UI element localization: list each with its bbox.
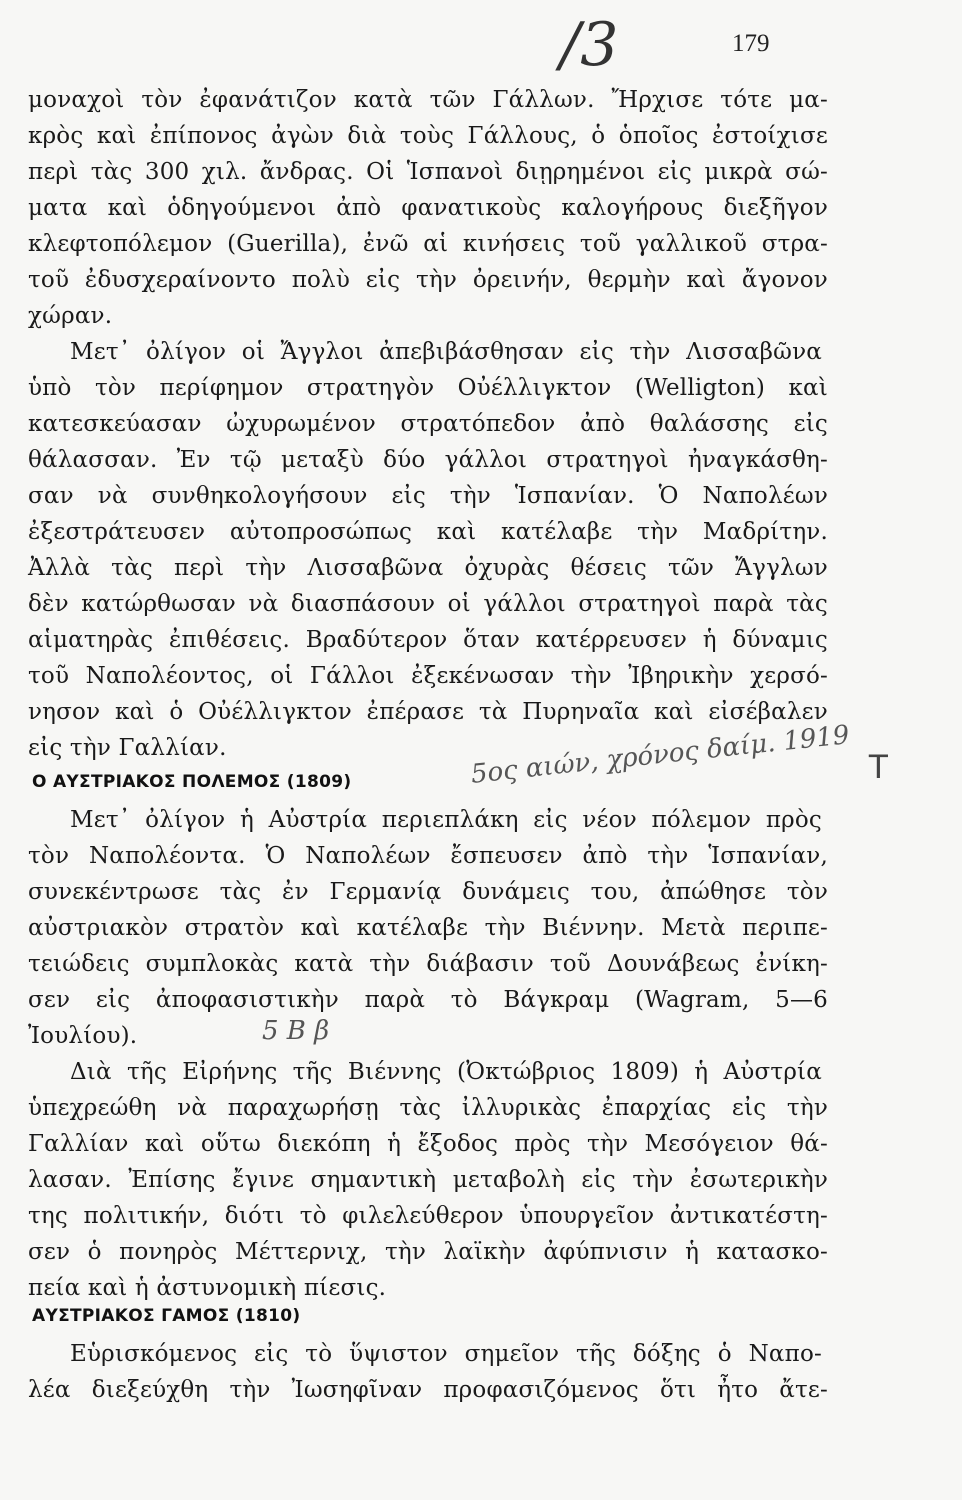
section-heading: Ο ΑΥΣΤΡΙΑΚΟΣ ΠΟΛΕΜΟΣ (1809) (32, 772, 352, 792)
text-line: τὸν Ναπολέοντα. Ὁ Ναπολέων ἔσπευσεν ἀπὸ τὴν Ἱσπανίαν, (28, 843, 828, 869)
text-line: εἰς τὴν Γαλλίαν. (28, 735, 227, 761)
page-number: 179 (732, 30, 770, 57)
text-line: Εὑρισκόμενος εἰς τὸ ὕψιστον σημεῖον τῆς δόξης ὁ Ναπο- (70, 1341, 822, 1367)
text-line: κρὸς καὶ ἐπίπονος ἀγὼν διὰ τοὺς Γάλλους, ὁ ὁποῖος ἐστοίχισε (28, 123, 828, 149)
text-line: Μετ᾽ ὀλίγον ἡ Αὐστρία περιεπλάκη εἰς νέον πόλεμον πρὸς (70, 807, 822, 833)
text-line: ἐξεστράτευσεν αὐτοπροσώπως καὶ κατέλαβε τὴν Μαδρίτην. (28, 519, 828, 545)
text-line: κλεφτοπόλεμον (Guerilla), ἐνῶ αἱ κινήσεις τοῦ γαλλικοῦ στρα- (28, 231, 828, 257)
text-line: πεία καὶ ἡ ἀστυνομικὴ πίεσις. (28, 1275, 387, 1301)
text-line: Ἀλλὰ τὰς περὶ τὴν Λισσαβῶνα ὀχυρὰς θέσεις τῶν Ἄγγλων (28, 555, 828, 581)
text-line: σαν νὰ συνθηκολογήσουν εἰς τὴν Ἱσπανίαν. Ὁ Ναπολέων (28, 483, 828, 509)
text-line: χώραν. (28, 303, 113, 329)
text-line: ὑπὸ τὸν περίφημον στρατηγὸν Οὐέλλιγκτον (Welligton) καὶ (28, 375, 828, 401)
text-line: Ἰουλίου). (28, 1023, 138, 1049)
text-line: λέα διεξεύχθη τὴν Ἰωσηφῖναν προφασιζόμενος ὅτι ἦτο ἄτε- (28, 1377, 828, 1403)
text-line: ματα καὶ ὁδηγούμενοι ἀπὸ φανατικοὺς καλογήρους διεξῆγον (28, 195, 828, 221)
text-line: μοναχοὶ τὸν ἐφανάτιζον κατὰ τῶν Γάλλων. Ἤρχισε τότε μα- (28, 87, 828, 113)
text-line: Μετ᾽ ὀλίγον οἱ Ἄγγλοι ἀπεβιβάσθησαν εἰς τὴν Λισσαβῶνα (70, 339, 822, 365)
margin-mark: T (868, 748, 889, 786)
text-line: αὐστριακὸν στρατὸν καὶ κατέλαβε τὴν Βιέννην. Μετὰ περιπε- (28, 915, 828, 941)
handwritten-page-mark: /3 (560, 10, 619, 80)
text-line: περὶ τὰς 300 χιλ. ἄνδρας. Οἱ Ἱσπανοὶ διῃρημένοι εἰς μικρὰ σώ- (28, 159, 828, 185)
text-line: σεν ὁ πονηρὸς Μέττερνιχ, τὴν λαϊκὴν ἀφύπνισιν ἡ κατασκο- (28, 1239, 828, 1265)
text-line: νησον καὶ ὁ Οὐέλλιγκτον ἐπέρασε τὰ Πυρηναῖα καὶ εἰσέβαλεν (28, 699, 828, 725)
text-line: Διὰ τῆς Εἰρήνης τῆς Βιέννης (Ὀκτώβριος 1809) ἡ Αὐστρία (70, 1059, 822, 1085)
text-line: τοῦ ἐδυσχεραίνοντο πολὺ εἰς τὴν ὀρεινήν, θερμὴν καὶ ἄγονον (28, 267, 828, 293)
handwritten-note: 5ος αιών, χρόνος δαίμ. 1919 (469, 720, 851, 790)
text-line: αἱματηρὰς ἐπιθέσεις. Βραδύτερον ὅταν κατέρρευσεν ἡ δύναμις (28, 627, 828, 653)
text-line: ὑπεχρεώθη νὰ παραχωρήσῃ τὰς ἰλλυρικὰς ἐπαρχίας εἰς τὴν (28, 1095, 828, 1121)
handwritten-note: 5 B β (262, 1016, 330, 1046)
text-line: Γαλλίαν καὶ οὕτω διεκόπη ἡ ἔξοδος πρὸς τὴν Μεσόγειον θά- (28, 1131, 828, 1157)
text-line: συνεκέντρωσε τὰς ἐν Γερμανίᾳ δυνάμεις του, ἀπώθησε τὸν (28, 879, 828, 905)
section-heading: ΑΥΣΤΡΙΑΚΟΣ ΓΑΜΟΣ (1810) (32, 1306, 301, 1326)
text-line: της πολιτικήν, διότι τὸ φιλελεύθερον ὑπουργεῖον ἀντικατέστη- (28, 1203, 828, 1229)
text-line: σεν εἰς ἀποφασιστικὴν παρὰ τὸ Βάγκραμ (Wagram, 5—6 (28, 987, 828, 1013)
text-line: τειώδεις συμπλοκὰς κατὰ τὴν διάβασιν τοῦ Δουνάβεως ἐνίκη- (28, 951, 828, 977)
text-line: θάλασσαν. Ἐν τῷ μεταξὺ δύο γάλλοι στρατηγοὶ ἠναγκάσθη- (28, 447, 828, 473)
text-line: τοῦ Ναπολέοντος, οἱ Γάλλοι ἐξεκένωσαν τὴν Ἰβηρικὴν χερσό- (28, 663, 828, 689)
text-line: κατεσκεύασαν ὠχυρωμένον στρατόπεδον ἀπὸ θαλάσσης εἰς (28, 411, 828, 437)
text-line: δὲν κατώρθωσαν νὰ διασπάσουν οἱ γάλλοι στρατηγοὶ παρὰ τὰς (28, 591, 828, 617)
text-line: λασαν. Ἐπίσης ἔγινε σημαντικὴ μεταβολὴ εἰς τὴν ἐσωτερικὴν (28, 1167, 828, 1193)
